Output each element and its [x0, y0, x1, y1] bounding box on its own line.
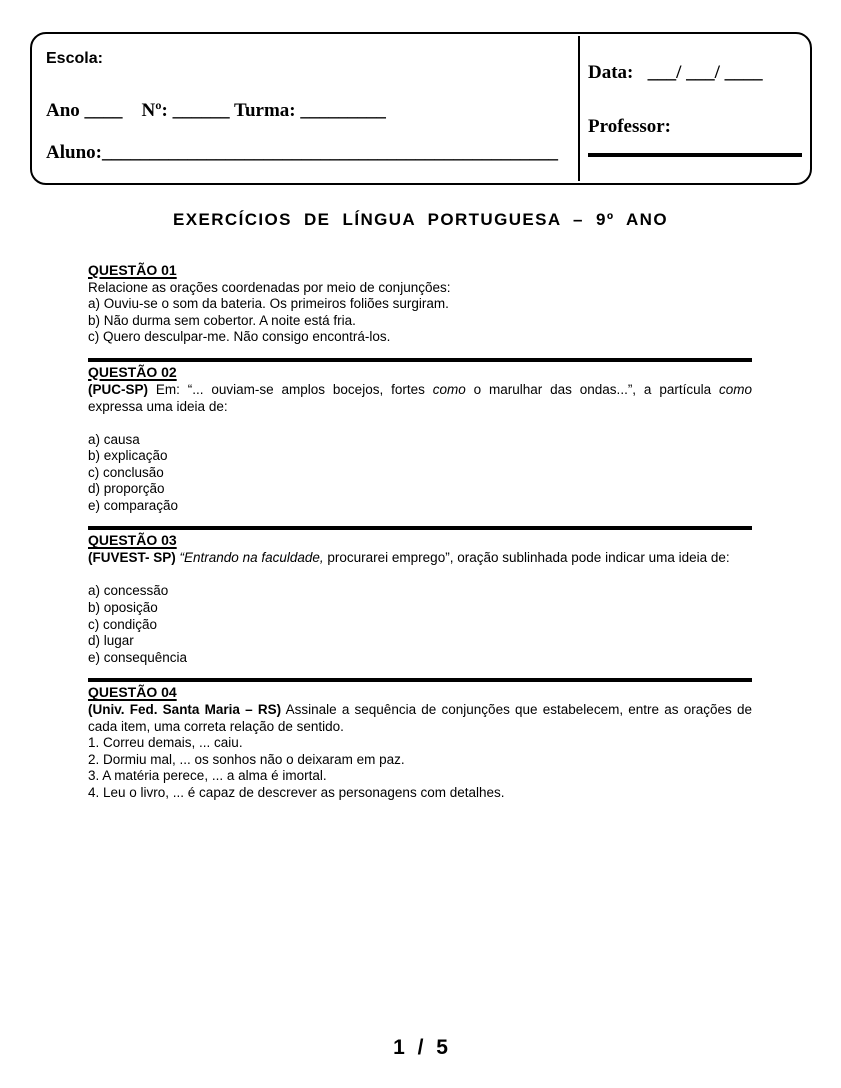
intro-segment: expressa uma ideia de:	[88, 398, 228, 414]
intro-segment: “Entrando na faculdade,	[179, 550, 324, 566]
section-divider	[88, 358, 752, 362]
answer-option: d) lugar	[88, 633, 134, 649]
intro-segment: o marulhar das ondas...”, a partícula	[465, 381, 719, 397]
intro-segment: Em: “... ouviam-se amplos bocejos, fortes	[148, 381, 433, 397]
answer-option: b) explicação	[88, 448, 168, 464]
answer-option: c) conclusão	[88, 464, 164, 480]
intro-segment: (PUC-SP)	[88, 381, 148, 397]
options-list	[88, 432, 752, 515]
student-name-line: Aluno:________________________________________________	[46, 142, 558, 163]
year-number-class-line: Ano ____ Nº: ______ Turma: _________	[46, 100, 386, 121]
intro-segment: Relacione as orações coordenadas por meio de conjunções:	[88, 280, 451, 295]
answer-option: d) proporção	[88, 481, 165, 497]
answer-option: e) comparação	[88, 497, 179, 513]
school-label: Escola:	[46, 50, 103, 67]
question-intro	[88, 279, 752, 296]
questions-container	[88, 262, 752, 801]
professor-signature-line	[588, 153, 802, 157]
section-divider	[88, 526, 752, 530]
answer-option: b) oposição	[88, 600, 158, 616]
answer-option: a) causa	[88, 431, 140, 447]
question-intro	[88, 381, 752, 415]
question-heading: QUESTÃO 01	[88, 262, 177, 278]
intro-segment: (Univ. Fed. Santa Maria – RS)	[88, 702, 282, 718]
date-line: Data: ___/ ___/ ____	[588, 62, 763, 83]
professor-label: Professor:	[588, 116, 672, 137]
page-number: 1 / 5	[393, 1036, 448, 1059]
header-divider	[578, 36, 580, 181]
answer-option: c) condição	[88, 616, 158, 632]
question-intro	[88, 549, 752, 566]
question-heading: QUESTÃO 04	[88, 684, 177, 701]
question-item: b) Não durma sem cobertor. A noite está fria.	[88, 312, 356, 328]
student-info-box	[30, 32, 812, 185]
question-section	[88, 684, 752, 801]
question-item: 1. Correu demais, ... caiu.	[88, 735, 243, 751]
question-section	[88, 364, 752, 515]
options-list	[88, 583, 752, 666]
intro-segment: procurarei emprego”, oração sublinhada pode indicar uma ideia de:	[323, 550, 730, 566]
question-heading: QUESTÃO 03	[88, 532, 177, 549]
intro-segment: como	[718, 381, 752, 397]
question-heading: QUESTÃO 02	[88, 363, 177, 380]
worksheet-title: EXERCÍCIOS DE LÍNGUA PORTUGUESA – 9º ANO	[173, 210, 668, 229]
answer-option: e) consequência	[88, 649, 188, 665]
question-item: 4. Leu o livro, ... é capaz de descrever as personagens com detalhes.	[88, 784, 505, 800]
question-item: c) Quero desculpar-me. Não consigo encontrá-los.	[88, 329, 391, 344]
intro-segment: Assinale a sequência de conjunções que estabelecem, entre as orações de cada item, uma correta relação de sentido.	[88, 702, 752, 735]
intro-segment: como	[432, 381, 466, 397]
question-item: a) Ouviu-se o som da bateria. Os primeiros foliões surgiram.	[88, 296, 449, 311]
question-intro	[88, 701, 752, 735]
intro-segment: (FUVEST- SP)	[88, 550, 176, 566]
question-item: 3. A matéria perece, ... a alma é imortal.	[88, 768, 327, 784]
answer-option: a) concessão	[88, 583, 169, 599]
section-divider	[88, 678, 752, 682]
question-section	[88, 262, 752, 346]
question-section	[88, 532, 752, 666]
question-item: 2. Dormiu mal, ... os sonhos não o deixaram em paz.	[88, 751, 405, 767]
